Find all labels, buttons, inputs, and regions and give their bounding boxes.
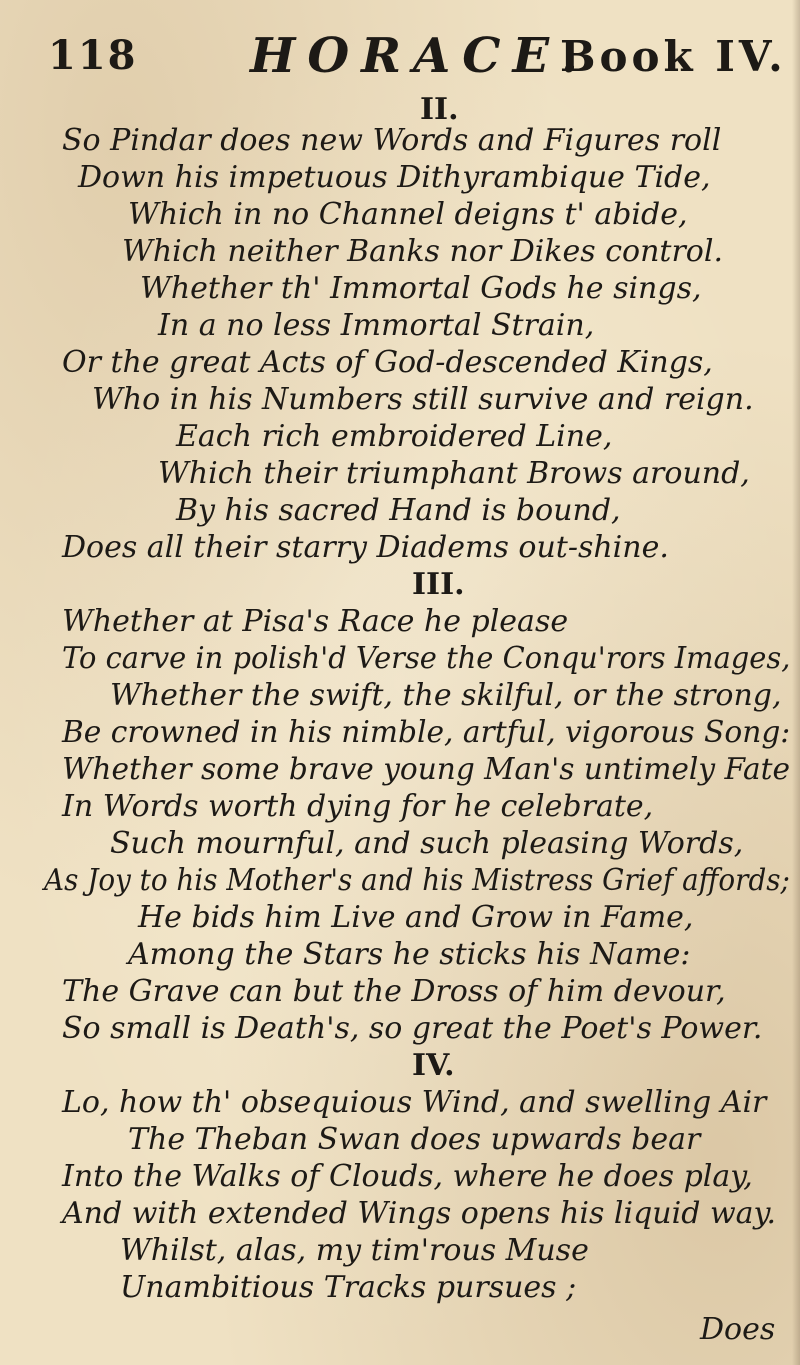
verse-line: In Words worth dying for he celebrate,	[62, 789, 654, 824]
verse-line: The Theban Swan does upwards bear	[128, 1122, 701, 1157]
verse-line: Or the great Acts of God-descended Kings,	[62, 345, 713, 380]
verse-line: Whether the swift, the skilful, or the strong,	[110, 678, 782, 713]
verse-line: Each rich embroidered Line,	[176, 419, 613, 454]
catchword: Does	[700, 1312, 776, 1347]
verse-line: To carve in polish'd Verse the Conqu'rors Images,	[62, 641, 791, 676]
verse-line: Which in no Channel deigns t' abide,	[128, 197, 688, 232]
verse-line: Whether at Pisa's Race he please	[62, 604, 569, 639]
verse-line: Whilst, alas, my tim'rous Muse	[120, 1233, 589, 1268]
verse-line: Does all their starry Diadems out-shine.	[62, 530, 669, 565]
verse-line: So small is Death's, so great the Poet's Power.	[62, 1011, 763, 1046]
verse-line: In a no less Immortal Strain,	[158, 308, 595, 343]
stanza-numeral: II.	[420, 92, 459, 127]
verse-line: So Pindar does new Words and Figures roll	[62, 123, 722, 158]
verse-line: Which neither Banks nor Dikes control.	[122, 234, 723, 269]
verse-line: Into the Walks of Clouds, where he does play,	[62, 1159, 753, 1194]
verse-line: Who in his Numbers still survive and reign.	[92, 382, 754, 417]
verse-line: Lo, how th' obsequious Wind, and swelling Air	[62, 1085, 767, 1120]
page-number: 118	[48, 32, 138, 79]
running-title: HORACE.	[250, 28, 590, 84]
verse-line: As Joy to his Mother's and his Mistress Grief affords;	[44, 863, 790, 898]
running-header	[0, 28, 800, 98]
verse-line: Among the Stars he sticks his Name:	[128, 937, 691, 972]
verse-line: Whether some brave young Man's untimely Fate	[62, 752, 790, 787]
page-edge-shadow	[792, 0, 800, 1365]
verse-line: Down his impetuous Dithyrambique Tide,	[78, 160, 711, 195]
verse-line: By his sacred Hand is bound,	[176, 493, 621, 528]
verse-line: Which their triumphant Brows around,	[158, 456, 750, 491]
verse-line: The Grave can but the Dross of him devour,	[62, 974, 726, 1009]
verse-line: Unambitious Tracks pursues ;	[120, 1270, 577, 1305]
verse-line: Whether th' Immortal Gods he sings,	[140, 271, 702, 306]
verse-line: Such mournful, and such pleasing Words,	[110, 826, 744, 861]
stanza-numeral: IV.	[412, 1048, 455, 1083]
verse-line: Be crowned in his nimble, artful, vigorous Song:	[62, 715, 791, 750]
stanza-numeral: III.	[412, 567, 465, 602]
book-label: Book IV.	[560, 32, 787, 81]
verse-line: He bids him Live and Grow in Fame,	[138, 900, 694, 935]
verse-line: And with extended Wings opens his liquid way.	[62, 1196, 777, 1231]
